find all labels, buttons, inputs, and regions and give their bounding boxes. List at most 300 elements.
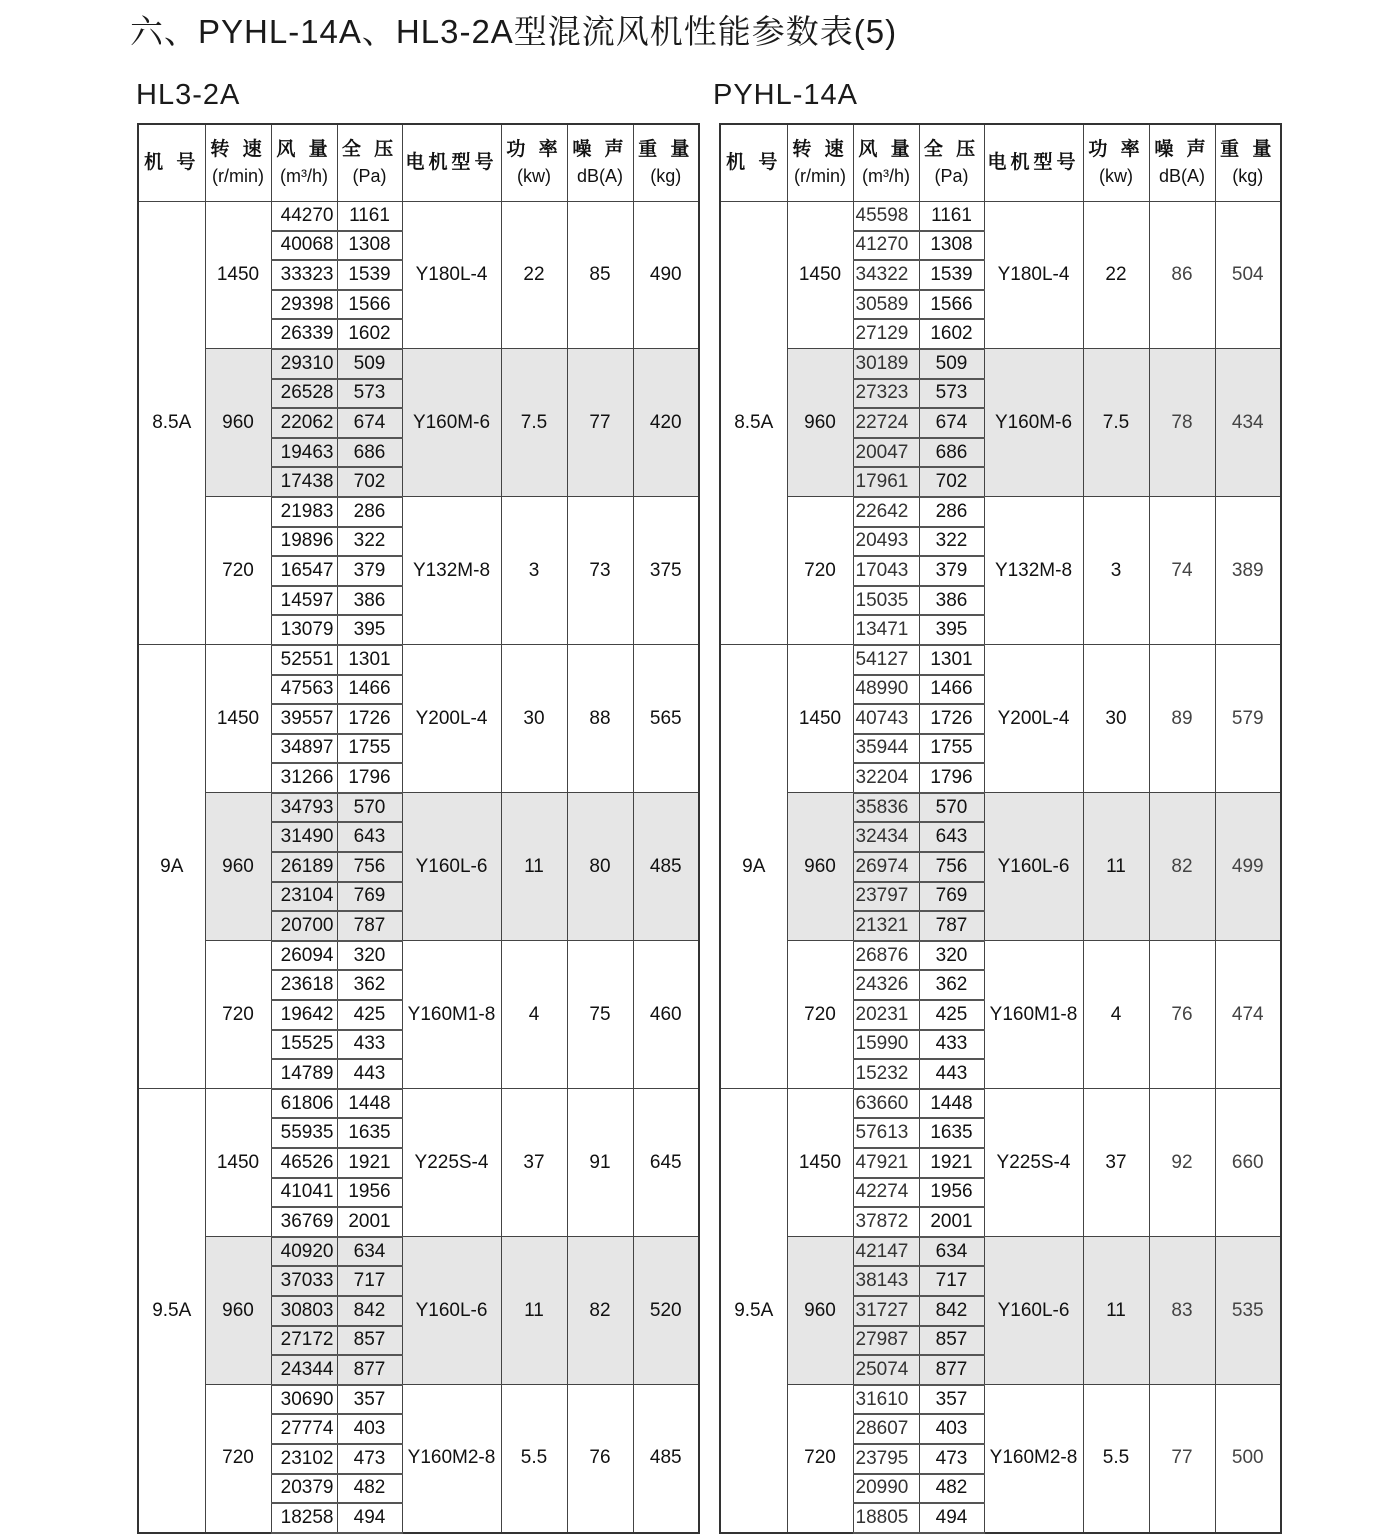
- pressure-cell: 674: [919, 408, 984, 438]
- noise-cell: 82: [1149, 793, 1215, 941]
- pressure-cell: 379: [337, 556, 402, 586]
- weight-cell: 520: [633, 1237, 699, 1385]
- airflow-cell: 44270: [271, 201, 337, 231]
- airflow-cell: 26189: [271, 852, 337, 882]
- airflow-cell: 26094: [271, 941, 337, 971]
- machine-number-cell: 9A: [720, 645, 787, 1089]
- weight-cell: 535: [1215, 1237, 1281, 1385]
- speed-cell: 1450: [787, 201, 853, 349]
- pressure-cell: 769: [337, 882, 402, 912]
- header-speed-label: 转 速: [792, 139, 848, 161]
- table-row: [138, 349, 699, 379]
- pressure-cell: 686: [919, 438, 984, 468]
- table-row: [138, 1385, 699, 1415]
- airflow-cell: 23795: [853, 1444, 919, 1474]
- speed-cell: 720: [205, 941, 271, 1089]
- header-row: [138, 124, 699, 201]
- noise-cell: 78: [1149, 349, 1215, 497]
- motor-model-cell: Y180L-4: [402, 201, 501, 349]
- airflow-cell: 47563: [271, 675, 337, 705]
- power-cell: 11: [501, 1237, 567, 1385]
- noise-cell: 86: [1149, 201, 1215, 349]
- pressure-cell: 573: [337, 379, 402, 409]
- pressure-cell: 403: [337, 1414, 402, 1444]
- pressure-cell: 473: [337, 1444, 402, 1474]
- pressure-cell: 702: [337, 467, 402, 497]
- weight-cell: 500: [1215, 1385, 1281, 1533]
- power-cell: 11: [1083, 793, 1149, 941]
- weight-cell: 485: [633, 793, 699, 941]
- motor-model-cell: Y160L-6: [984, 1237, 1083, 1385]
- pressure-cell: 1796: [337, 763, 402, 793]
- header-power-unit: (kw): [517, 166, 551, 187]
- pressure-cell: 357: [919, 1385, 984, 1415]
- speed-cell: 1450: [205, 1089, 271, 1237]
- header-power: [501, 124, 567, 201]
- pressure-cell: 1301: [919, 645, 984, 675]
- header-speed-unit: (r/min): [212, 166, 264, 187]
- pressure-cell: 1539: [919, 260, 984, 290]
- pressure-cell: 787: [919, 911, 984, 941]
- airflow-cell: 35944: [853, 734, 919, 764]
- airflow-cell: 22642: [853, 497, 919, 527]
- header-noise-unit: dB(A): [576, 166, 623, 187]
- airflow-cell: 42274: [853, 1178, 919, 1208]
- noise-cell: 73: [567, 497, 633, 645]
- speed-cell: 960: [787, 349, 853, 497]
- pressure-cell: 482: [337, 1474, 402, 1504]
- speed-cell: 720: [205, 1385, 271, 1533]
- airflow-cell: 33323: [271, 260, 337, 290]
- airflow-cell: 31727: [853, 1296, 919, 1326]
- airflow-cell: 24326: [853, 970, 919, 1000]
- weight-cell: 579: [1215, 645, 1281, 793]
- pressure-cell: 1635: [337, 1118, 402, 1148]
- pressure-cell: 1956: [337, 1178, 402, 1208]
- noise-cell: 76: [567, 1385, 633, 1533]
- header-noise: [1149, 124, 1215, 201]
- header-pressure-unit: (Pa): [934, 166, 969, 187]
- speed-cell: 1450: [787, 645, 853, 793]
- header-weight: [1215, 124, 1281, 201]
- pressure-cell: 320: [337, 941, 402, 971]
- table-row: [720, 497, 1281, 527]
- header-machine-no: [720, 124, 787, 201]
- noise-cell: 92: [1149, 1089, 1215, 1237]
- speed-cell: 1450: [205, 645, 271, 793]
- pressure-cell: 857: [919, 1326, 984, 1356]
- pressure-cell: 787: [337, 911, 402, 941]
- header-speed: [205, 124, 271, 201]
- header-noise-label: 噪 声: [572, 139, 628, 161]
- header-motor-model-label: 电机型号: [405, 152, 498, 174]
- airflow-cell: 27323: [853, 379, 919, 409]
- airflow-cell: 27129: [853, 319, 919, 349]
- pressure-cell: 717: [919, 1266, 984, 1296]
- pressure-cell: 1308: [337, 231, 402, 261]
- pressure-cell: 386: [919, 586, 984, 616]
- power-cell: 11: [501, 793, 567, 941]
- table-row: [720, 349, 1281, 379]
- motor-model-cell: Y132M-8: [402, 497, 501, 645]
- table-row: [138, 1089, 699, 1119]
- weight-cell: 645: [633, 1089, 699, 1237]
- noise-cell: 89: [1149, 645, 1215, 793]
- table-row: [720, 645, 1281, 675]
- header-power-label: 功 率: [506, 139, 562, 161]
- header-pressure: [919, 124, 984, 201]
- power-cell: 3: [501, 497, 567, 645]
- airflow-cell: 30803: [271, 1296, 337, 1326]
- speed-cell: 720: [205, 497, 271, 645]
- airflow-cell: 20700: [271, 911, 337, 941]
- airflow-cell: 32204: [853, 763, 919, 793]
- pressure-cell: 322: [337, 527, 402, 557]
- weight-cell: 375: [633, 497, 699, 645]
- power-cell: 30: [1083, 645, 1149, 793]
- pressure-cell: 379: [919, 556, 984, 586]
- airflow-cell: 40068: [271, 231, 337, 261]
- noise-cell: 75: [567, 941, 633, 1089]
- airflow-cell: 38143: [853, 1266, 919, 1296]
- table-row: [138, 645, 699, 675]
- pressure-cell: 1635: [919, 1118, 984, 1148]
- pressure-cell: 425: [919, 1000, 984, 1030]
- performance-table-pyhl-14a: [719, 123, 1282, 1534]
- table-row: [720, 1089, 1281, 1119]
- pressure-cell: 1566: [919, 290, 984, 320]
- airflow-cell: 19642: [271, 1000, 337, 1030]
- pressure-cell: 686: [337, 438, 402, 468]
- machine-number-cell: 8.5A: [720, 201, 787, 645]
- weight-cell: 420: [633, 349, 699, 497]
- power-cell: 37: [1083, 1089, 1149, 1237]
- airflow-cell: 42147: [853, 1237, 919, 1267]
- motor-model-cell: Y160L-6: [402, 1237, 501, 1385]
- airflow-cell: 34322: [853, 260, 919, 290]
- pressure-cell: 1466: [337, 675, 402, 705]
- airflow-cell: 61806: [271, 1089, 337, 1119]
- airflow-cell: 26974: [853, 852, 919, 882]
- machine-number-cell: 9.5A: [138, 1089, 205, 1533]
- machine-number-cell: 8.5A: [138, 201, 205, 645]
- airflow-cell: 13471: [853, 615, 919, 645]
- motor-model-cell: Y160M2-8: [984, 1385, 1083, 1533]
- noise-cell: 85: [567, 201, 633, 349]
- header-power: [1083, 124, 1149, 201]
- header-airflow-unit: (m³/h): [862, 166, 910, 187]
- airflow-cell: 23102: [271, 1444, 337, 1474]
- weight-cell: 485: [633, 1385, 699, 1533]
- pressure-cell: 1602: [919, 319, 984, 349]
- speed-cell: 960: [787, 793, 853, 941]
- motor-model-cell: Y160L-6: [402, 793, 501, 941]
- pressure-cell: 634: [919, 1237, 984, 1267]
- table-row: [720, 1237, 1281, 1267]
- header-weight-unit: (kg): [1232, 166, 1264, 187]
- motor-model-cell: Y180L-4: [984, 201, 1083, 349]
- motor-model-cell: Y160M2-8: [402, 1385, 501, 1533]
- noise-cell: 88: [567, 645, 633, 793]
- header-power-label: 功 率: [1088, 139, 1144, 161]
- pressure-cell: 395: [337, 615, 402, 645]
- pressure-cell: 717: [337, 1266, 402, 1296]
- header-weight-label: 重 量: [1220, 139, 1276, 161]
- pressure-cell: 1161: [337, 201, 402, 231]
- airflow-cell: 35836: [853, 793, 919, 823]
- header-noise: [567, 124, 633, 201]
- table-row: [138, 1237, 699, 1267]
- airflow-cell: 24344: [271, 1355, 337, 1385]
- pressure-cell: 509: [337, 349, 402, 379]
- airflow-cell: 31490: [271, 822, 337, 852]
- airflow-cell: 55935: [271, 1118, 337, 1148]
- motor-model-cell: Y160M-6: [984, 349, 1083, 497]
- weight-cell: 389: [1215, 497, 1281, 645]
- airflow-cell: 20493: [853, 527, 919, 557]
- pressure-cell: 1308: [919, 231, 984, 261]
- pressure-cell: 756: [919, 852, 984, 882]
- pressure-cell: 395: [919, 615, 984, 645]
- table-label-hl3-2a: HL3-2A: [136, 79, 241, 111]
- speed-cell: 960: [787, 1237, 853, 1385]
- pressure-cell: 1161: [919, 201, 984, 231]
- pressure-cell: 643: [919, 822, 984, 852]
- airflow-cell: 41270: [853, 231, 919, 261]
- airflow-cell: 39557: [271, 704, 337, 734]
- header-speed: [787, 124, 853, 201]
- header-motor-model: [984, 124, 1083, 201]
- power-cell: 5.5: [1083, 1385, 1149, 1533]
- airflow-cell: 57613: [853, 1118, 919, 1148]
- table-row: [720, 793, 1281, 823]
- airflow-cell: 17961: [853, 467, 919, 497]
- airflow-cell: 20990: [853, 1474, 919, 1504]
- power-cell: 4: [1083, 941, 1149, 1089]
- pressure-cell: 1301: [337, 645, 402, 675]
- airflow-cell: 21983: [271, 497, 337, 527]
- speed-cell: 960: [205, 1237, 271, 1385]
- header-airflow-label: 风 量: [276, 139, 332, 161]
- motor-model-cell: Y200L-4: [984, 645, 1083, 793]
- airflow-cell: 47921: [853, 1148, 919, 1178]
- pressure-cell: 877: [337, 1355, 402, 1385]
- airflow-cell: 22724: [853, 408, 919, 438]
- pressure-cell: 403: [919, 1414, 984, 1444]
- airflow-cell: 14789: [271, 1059, 337, 1089]
- airflow-cell: 26339: [271, 319, 337, 349]
- header-machine-no-label: 机 号: [726, 152, 782, 174]
- airflow-cell: 25074: [853, 1355, 919, 1385]
- power-cell: 11: [1083, 1237, 1149, 1385]
- pressure-cell: 2001: [919, 1207, 984, 1237]
- airflow-cell: 36769: [271, 1207, 337, 1237]
- airflow-cell: 15525: [271, 1030, 337, 1060]
- airflow-cell: 52551: [271, 645, 337, 675]
- weight-cell: 499: [1215, 793, 1281, 941]
- header-weight: [633, 124, 699, 201]
- header-weight-unit: (kg): [650, 166, 682, 187]
- header-motor-model-label: 电机型号: [987, 152, 1080, 174]
- table-label-pyhl-14a: PYHL-14A: [713, 79, 859, 111]
- airflow-cell: 32434: [853, 822, 919, 852]
- pressure-cell: 433: [919, 1030, 984, 1060]
- pressure-cell: 674: [337, 408, 402, 438]
- noise-cell: 77: [567, 349, 633, 497]
- airflow-cell: 23104: [271, 882, 337, 912]
- airflow-cell: 30690: [271, 1385, 337, 1415]
- noise-cell: 74: [1149, 497, 1215, 645]
- airflow-cell: 45598: [853, 201, 919, 231]
- pressure-cell: 1726: [919, 704, 984, 734]
- pressure-cell: 1726: [337, 704, 402, 734]
- airflow-cell: 46526: [271, 1148, 337, 1178]
- motor-model-cell: Y132M-8: [984, 497, 1083, 645]
- pressure-cell: 1755: [919, 734, 984, 764]
- airflow-cell: 34897: [271, 734, 337, 764]
- airflow-cell: 40920: [271, 1237, 337, 1267]
- pressure-cell: 473: [919, 1444, 984, 1474]
- pressure-cell: 573: [919, 379, 984, 409]
- header-power-unit: (kw): [1099, 166, 1133, 187]
- airflow-cell: 30189: [853, 349, 919, 379]
- airflow-cell: 26876: [853, 941, 919, 971]
- header-airflow-unit: (m³/h): [280, 166, 328, 187]
- weight-cell: 504: [1215, 201, 1281, 349]
- header-noise-unit: dB(A): [1158, 166, 1205, 187]
- noise-cell: 76: [1149, 941, 1215, 1089]
- pressure-cell: 1602: [337, 319, 402, 349]
- motor-model-cell: Y225S-4: [984, 1089, 1083, 1237]
- airflow-cell: 37872: [853, 1207, 919, 1237]
- pressure-cell: 857: [337, 1326, 402, 1356]
- power-cell: 22: [501, 201, 567, 349]
- pressure-cell: 320: [919, 941, 984, 971]
- pressure-cell: 1796: [919, 763, 984, 793]
- header-machine-no: [138, 124, 205, 201]
- machine-number-cell: 9.5A: [720, 1089, 787, 1533]
- header-motor-model: [402, 124, 501, 201]
- airflow-cell: 15232: [853, 1059, 919, 1089]
- airflow-cell: 27987: [853, 1326, 919, 1356]
- airflow-cell: 20231: [853, 1000, 919, 1030]
- weight-cell: 474: [1215, 941, 1281, 1089]
- pressure-cell: 1466: [919, 675, 984, 705]
- airflow-cell: 23618: [271, 970, 337, 1000]
- pressure-cell: 433: [337, 1030, 402, 1060]
- airflow-cell: 14597: [271, 586, 337, 616]
- motor-model-cell: Y200L-4: [402, 645, 501, 793]
- airflow-cell: 23797: [853, 882, 919, 912]
- pressure-cell: 322: [919, 527, 984, 557]
- pressure-cell: 494: [919, 1503, 984, 1533]
- pressure-cell: 1755: [337, 734, 402, 764]
- motor-model-cell: Y160M1-8: [984, 941, 1083, 1089]
- airflow-cell: 28607: [853, 1414, 919, 1444]
- performance-table-hl3-2a: [137, 123, 700, 1534]
- header-noise-label: 噪 声: [1154, 139, 1210, 161]
- airflow-cell: 16547: [271, 556, 337, 586]
- table-row: [138, 793, 699, 823]
- pressure-cell: 1448: [919, 1089, 984, 1119]
- airflow-cell: 31610: [853, 1385, 919, 1415]
- pressure-cell: 286: [919, 497, 984, 527]
- pressure-cell: 362: [919, 970, 984, 1000]
- power-cell: 22: [1083, 201, 1149, 349]
- pressure-cell: 443: [919, 1059, 984, 1089]
- table-row: [138, 497, 699, 527]
- header-airflow: [853, 124, 919, 201]
- airflow-cell: 18258: [271, 1503, 337, 1533]
- power-cell: 30: [501, 645, 567, 793]
- power-cell: 7.5: [501, 349, 567, 497]
- pressure-cell: 1566: [337, 290, 402, 320]
- header-pressure-label: 全 压: [923, 139, 980, 161]
- airflow-cell: 29310: [271, 349, 337, 379]
- weight-cell: 490: [633, 201, 699, 349]
- pressure-cell: 362: [337, 970, 402, 1000]
- weight-cell: 460: [633, 941, 699, 1089]
- airflow-cell: 40743: [853, 704, 919, 734]
- pressure-cell: 769: [919, 882, 984, 912]
- airflow-cell: 20379: [271, 1474, 337, 1504]
- speed-cell: 1450: [787, 1089, 853, 1237]
- airflow-cell: 26528: [271, 379, 337, 409]
- airflow-cell: 27172: [271, 1326, 337, 1356]
- airflow-cell: 48990: [853, 675, 919, 705]
- airflow-cell: 15990: [853, 1030, 919, 1060]
- pressure-cell: 634: [337, 1237, 402, 1267]
- pressure-cell: 425: [337, 1000, 402, 1030]
- airflow-cell: 34793: [271, 793, 337, 823]
- weight-cell: 565: [633, 645, 699, 793]
- header-airflow-label: 风 量: [858, 139, 914, 161]
- machine-number-cell: 9A: [138, 645, 205, 1089]
- noise-cell: 83: [1149, 1237, 1215, 1385]
- pressure-cell: 509: [919, 349, 984, 379]
- airflow-cell: 41041: [271, 1178, 337, 1208]
- airflow-cell: 20047: [853, 438, 919, 468]
- table-row: [138, 941, 699, 971]
- pressure-cell: 756: [337, 852, 402, 882]
- header-airflow: [271, 124, 337, 201]
- airflow-cell: 30589: [853, 290, 919, 320]
- noise-cell: 91: [567, 1089, 633, 1237]
- pressure-cell: 643: [337, 822, 402, 852]
- page-title: 六、PYHL-14A、HL3-2A型混流风机性能参数表(5): [130, 13, 898, 50]
- table-row: [720, 941, 1281, 971]
- motor-model-cell: Y225S-4: [402, 1089, 501, 1237]
- power-cell: 4: [501, 941, 567, 1089]
- pressure-cell: 570: [919, 793, 984, 823]
- airflow-cell: 31266: [271, 763, 337, 793]
- airflow-cell: 54127: [853, 645, 919, 675]
- table-row: [720, 201, 1281, 231]
- pressure-cell: 494: [337, 1503, 402, 1533]
- airflow-cell: 22062: [271, 408, 337, 438]
- pressure-cell: 702: [919, 467, 984, 497]
- airflow-cell: 27774: [271, 1414, 337, 1444]
- header-weight-label: 重 量: [638, 139, 694, 161]
- pressure-cell: 570: [337, 793, 402, 823]
- airflow-cell: 19896: [271, 527, 337, 557]
- speed-cell: 720: [787, 497, 853, 645]
- table-row: [720, 1385, 1281, 1415]
- speed-cell: 720: [787, 941, 853, 1089]
- power-cell: 3: [1083, 497, 1149, 645]
- airflow-cell: 37033: [271, 1266, 337, 1296]
- power-cell: 5.5: [501, 1385, 567, 1533]
